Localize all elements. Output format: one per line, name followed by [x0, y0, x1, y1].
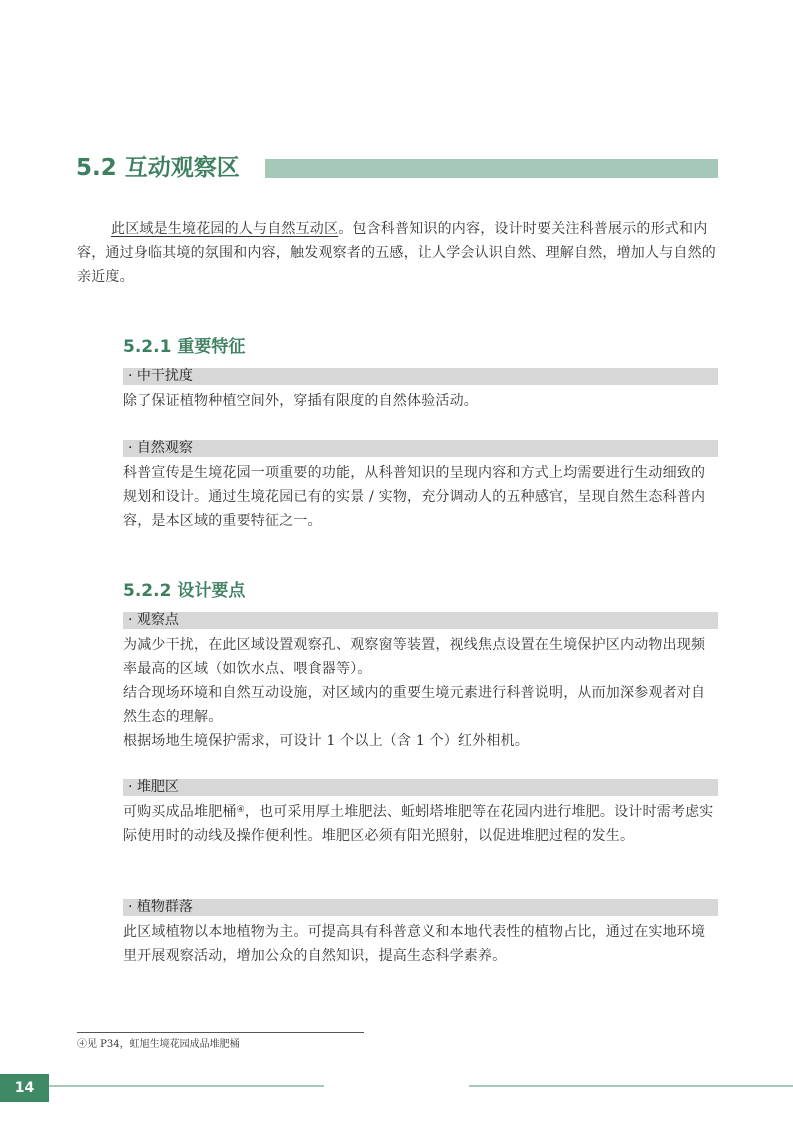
- intro-underlined-text: 此区域是生境花园的人与自然互动区: [111, 221, 339, 237]
- design-tag-observation-point: · 观察点: [123, 612, 718, 629]
- feature-block-observation: [123, 440, 718, 533]
- intro-indent: [77, 221, 111, 237]
- design-tag-plants: · 植物群落: [123, 899, 718, 916]
- section-title: 5.2 互动观察区: [76, 155, 240, 181]
- section-title-bar: [265, 159, 718, 178]
- design-text-observation-p2: 结合现场环境和自然互动设施，对区域内的重要生境元素进行科普说明，从而加深参观者对自然生态的理解。: [123, 685, 706, 725]
- design-text-observation-p1: 为减少干扰，在此区域设置观察孔、观察窗等装置，视线焦点设置在生境保护区内动物出现频率最高的区域（如饮水点、喂食器等）。: [123, 637, 706, 677]
- footnote-ref-marker: ④: [236, 805, 245, 815]
- feature-tag-observation: · 自然观察: [123, 440, 718, 457]
- footer-line-left: [49, 1085, 324, 1087]
- design-tag-compost: · 堆肥区: [123, 779, 718, 796]
- design-block-observation-point: [123, 612, 718, 753]
- section-heading: [76, 150, 718, 186]
- page-number: 14: [0, 1074, 49, 1102]
- design-block-plants: [123, 899, 718, 968]
- subsection-1-title: 5.2.1 重要特征: [123, 337, 246, 357]
- subsection-2-title: 5.2.2 设计要点: [123, 581, 246, 601]
- footer-line-right: [469, 1085, 793, 1087]
- feature-text-observation: 科普宣传是生境花园一项重要的功能，从科普知识的呈现内容和方式上均需要进行生动细致的规划和设计。通过生境花园已有的实景 / 实物，充分调动人的五种感官，呈现自然生态科普内容，是本区域的重要特征之一。: [123, 465, 706, 529]
- intro-text: 。包含科普知识的内容，设计时要关注科普展示的形式和内容，通过身临其境的氛围和内容，触发观察者的五感，让人学会认识自然、理解自然，增加人与自然的亲近度。: [77, 221, 716, 285]
- compost-text-before: 可购买成品堆肥桶: [123, 804, 237, 820]
- design-text-observation-p3: 根据场地生境保护需求，可设计 1 个以上（含 1 个）红外相机。: [123, 733, 530, 749]
- feature-tag-disturbance: · 中干扰度: [123, 368, 718, 385]
- compost-text-after: ，也可采用厚土堆肥法、蚯蚓塔堆肥等在花园内进行堆肥。设计时需考虑实际使用时的动线及操作便利性。堆肥区必须有阳光照射，以促进堆肥过程的发生。: [123, 804, 714, 844]
- intro-paragraph: [77, 217, 718, 289]
- design-block-compost: [123, 779, 718, 848]
- footnote-divider: [77, 1032, 364, 1033]
- design-text-compost: [123, 800, 718, 848]
- design-text-plants: 此区域植物以本地植物为主。可提高具有科普意义和本地代表性的植物占比，通过在实地环境里开展观察活动，增加公众的自然知识，提高生态科学素养。: [123, 924, 706, 964]
- footnote: ④见 P34，虹旭生境花园成品堆肥桶: [77, 1039, 240, 1050]
- feature-text-disturbance: 除了保证植物种植空间外，穿插有限度的自然体验活动。: [123, 393, 478, 409]
- feature-block-disturbance: [123, 368, 718, 413]
